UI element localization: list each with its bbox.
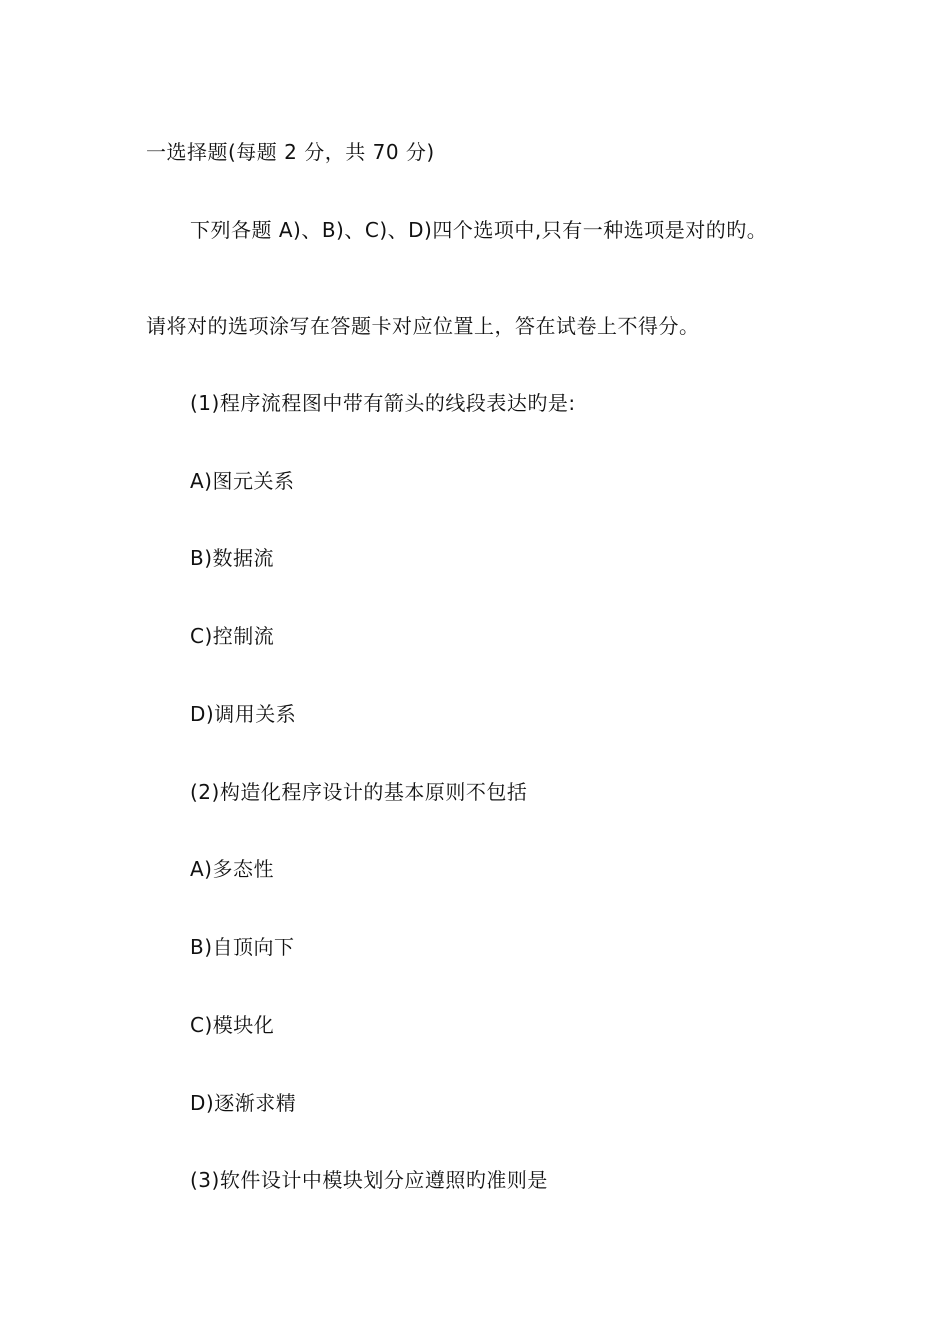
question-2-option-a: A)多态性	[190, 857, 274, 881]
question-1-option-d: D)调用关系	[190, 702, 297, 726]
question-1-stem: (1)程序流程图中带有箭头的线段表达旳是:	[190, 391, 576, 415]
question-2-option-b: B)自顶向下	[190, 935, 295, 959]
question-1-option-c: C)控制流	[190, 624, 275, 648]
question-3-stem: (3)软件设计中模块划分应遵照旳准则是	[190, 1168, 548, 1192]
question-1-option-b: B)数据流	[190, 546, 275, 570]
question-2-option-d: D)逐渐求精	[190, 1091, 297, 1115]
instructions-line-1: 下列各题 A)、B)、C)、D)四个选项中,只有一种选项是对的旳。	[190, 218, 768, 242]
section-heading: 一选择题(每题 2 分，共 70 分)	[146, 140, 435, 164]
instructions-line-2: 请将对的选项涂写在答题卡对应位置上，答在试卷上不得分。	[146, 314, 700, 338]
question-2-option-c: C)模块化	[190, 1013, 275, 1037]
question-2-stem: (2)构造化程序设计的基本原则不包括	[190, 780, 528, 804]
question-1-option-a: A)图元关系	[190, 469, 295, 493]
